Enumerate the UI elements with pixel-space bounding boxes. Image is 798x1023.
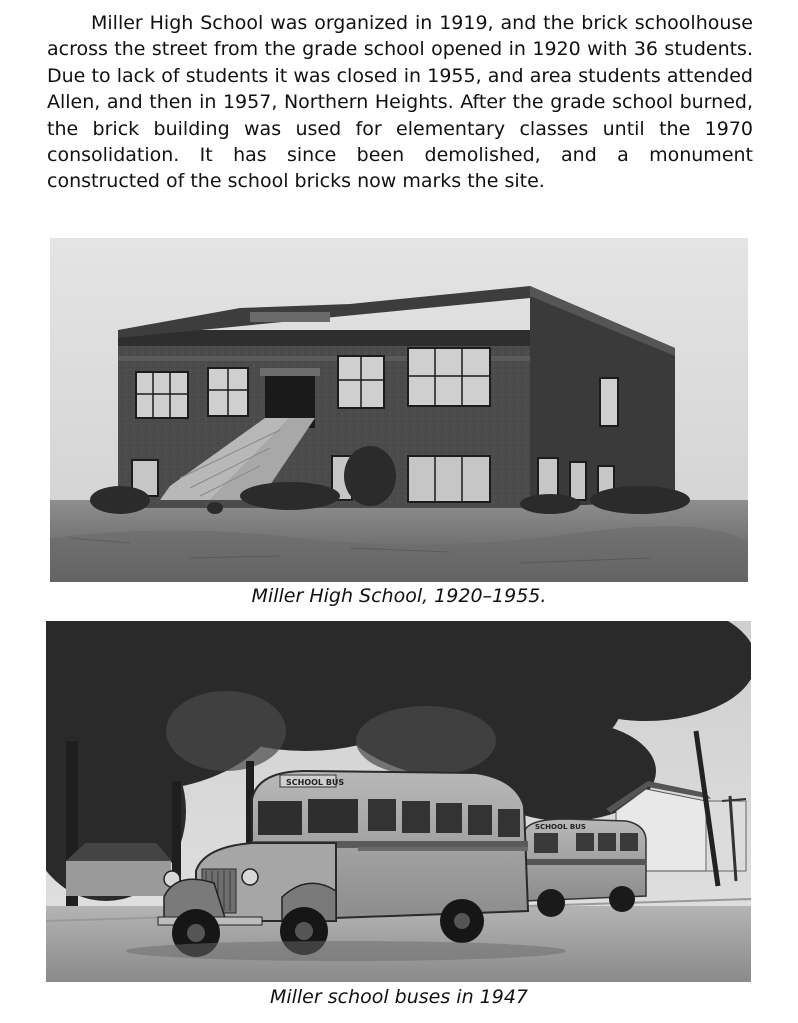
body-paragraph: Miller High School was organized in 1919, and the brick schoolhouse across the street from the grade school opened in 1920 with 36 students. Due to lack of students it was closed in 1955, and area students attended Allen, and then in 1957, Northern Heights. After the grade school burned, the brick building was used for elementary classes until the 1970 consolidation. It has since been demolished, and a monument constructed of the school bricks now marks the site. xyxy=(47,12,753,193)
school-building-illustration xyxy=(50,238,748,582)
school-buses-photo xyxy=(46,621,751,982)
front-bus-sign: SCHOOL BUS xyxy=(286,778,345,787)
school-building-photo xyxy=(50,238,748,582)
school-photo-caption: Miller High School, 1920–1955. xyxy=(251,585,547,607)
school-buses-illustration xyxy=(46,621,751,982)
buses-photo-caption: Miller school buses in 1947 xyxy=(269,986,529,1008)
rear-bus-sign: SCHOOL BUS xyxy=(535,823,586,831)
